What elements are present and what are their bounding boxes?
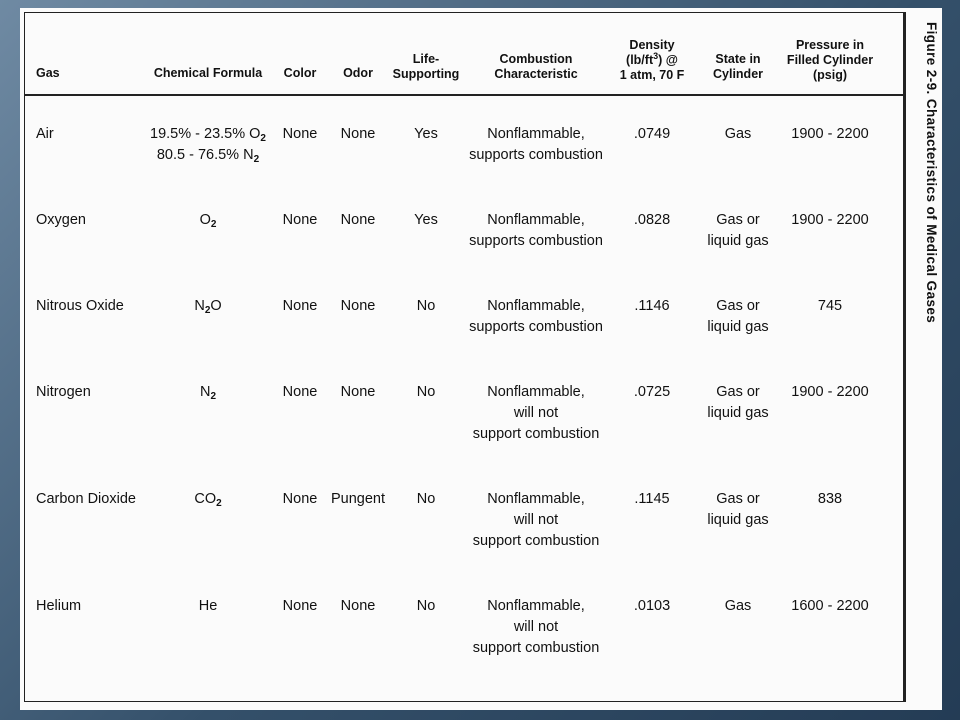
header-gas: Gas [36,66,60,80]
helium-state-line1: Gas [724,598,752,614]
nitrogen-comb-line1: Nonflammable, [487,384,585,400]
row-nitrogen-combustion [473,382,600,445]
header-odor: Odor [343,66,373,80]
row-helium-state [725,596,752,617]
header-pressure [787,38,873,83]
row-nitrogen-density: .0725 [633,384,671,400]
caption-divider [904,12,906,702]
nitrous-state-line1: Gas or [716,298,760,314]
nitrous-formula-subscript: 2 [204,305,211,316]
air-formula-line1: 19.5% - 23.5% O [150,126,261,142]
row-carbon-dioxide-formula [194,489,221,510]
row-nitrogen-odor: None [340,384,376,400]
header-life-line2: Supporting [392,67,460,81]
row-air-density: .0749 [633,126,671,142]
row-oxygen-pressure: 1900 - 2200 [791,212,869,228]
row-oxygen-formula [200,210,217,231]
row-helium-gas: Helium [36,598,82,614]
row-carbon-dioxide-density: .1145 [634,491,670,507]
nitrous-state-line2: liquid gas [707,319,769,335]
co2-state-line1: Gas or [716,491,760,507]
row-air-gas: Air [36,126,54,142]
nitrogen-comb-line3: support combustion [472,426,600,442]
nitrogen-state-line2: liquid gas [707,405,769,421]
header-pressure-line1: Pressure in [795,38,865,52]
air-formula-line2: 80.5 - 76.5% N [156,147,254,163]
header-divider [24,94,904,96]
oxygen-state-line1: Gas or [716,212,760,228]
row-air-odor: None [340,126,376,142]
row-oxygen-life: Yes [414,212,438,228]
helium-comb-line3: support combustion [472,640,600,656]
header-state-line2: Cylinder [712,67,764,81]
row-nitrous-oxide-combustion [469,296,603,338]
row-helium-combustion [473,596,600,659]
row-air-state [725,124,752,145]
header-density-exponent: 3 [653,51,659,61]
nitrogen-formula: N [199,384,211,400]
header-density [620,38,685,83]
header-density-line2 [620,53,685,68]
helium-comb-line2: will not [513,619,559,635]
row-nitrogen-state [707,382,768,424]
air-comb-line2: supports combustion [469,147,603,163]
co2-formula-subscript: 2 [216,498,222,509]
row-nitrogen-gas: Nitrogen [36,384,91,400]
row-air-color: None [282,126,318,142]
row-carbon-dioxide-life: No [416,491,436,507]
row-air-life: Yes [414,126,438,142]
header-pressure-line3: (psig) [812,68,848,82]
header-chemical-formula: Chemical Formula [153,66,263,80]
row-helium-odor: None [340,598,376,614]
air-comb-line1: Nonflammable, [487,126,585,142]
row-helium-life: No [416,598,436,614]
oxygen-formula: O [199,212,211,228]
nitrous-formula-part1: N [194,298,205,314]
table-frame [24,12,904,702]
row-nitrogen-pressure: 1900 - 2200 [791,384,869,400]
header-density-line1: Density [629,38,675,52]
oxygen-state-line2: liquid gas [707,233,769,249]
oxygen-comb-line1: Nonflammable, [487,212,585,228]
oxygen-comb-line2: supports combustion [469,233,603,249]
row-nitrous-oxide-pressure: 745 [817,298,843,314]
row-air-pressure: 1900 - 2200 [791,126,869,142]
row-oxygen-state [707,210,768,252]
co2-comb-line3: support combustion [472,533,600,549]
nitrogen-formula-subscript: 2 [210,391,217,402]
row-air-formula [150,124,266,166]
co2-comb-line1: Nonflammable, [487,491,585,507]
row-carbon-dioxide-color: None [282,491,318,507]
header-pressure-line2: Filled Cylinder [786,53,874,67]
helium-comb-line1: Nonflammable, [487,598,585,614]
header-state [713,52,763,82]
nitrogen-comb-line2: will not [513,405,559,421]
row-nitrogen-life: No [416,384,436,400]
air-formula-line2-subscript: 2 [253,154,260,165]
row-oxygen-odor: None [340,212,376,228]
header-life-supporting [393,52,460,82]
air-formula-line1-subscript: 2 [260,133,266,144]
nitrogen-state-line1: Gas or [716,384,760,400]
nitrous-formula-part2: O [210,298,222,314]
row-carbon-dioxide-state [707,489,768,531]
row-carbon-dioxide-gas: Carbon Dioxide [36,491,136,507]
row-nitrous-oxide-color: None [282,298,318,314]
row-nitrous-oxide-density: .1146 [634,298,670,314]
header-comb-line1: Combustion [499,52,573,66]
oxygen-formula-subscript: 2 [210,219,217,230]
row-nitrous-oxide-odor: None [340,298,376,314]
co2-formula: CO [194,491,217,507]
header-color: Color [283,66,317,80]
row-carbon-dioxide-odor: Pungent [330,491,386,507]
co2-comb-line2: will not [513,512,559,528]
row-carbon-dioxide-pressure: 838 [817,491,843,507]
row-nitrous-oxide-life: No [416,298,436,314]
nitrous-comb-line2: supports combustion [469,319,603,335]
row-carbon-dioxide-combustion [473,489,600,552]
header-density-unit: (lb/ft [626,53,654,67]
row-helium-pressure: 1600 - 2200 [791,598,869,614]
row-oxygen-density: .0828 [633,212,671,228]
row-nitrogen-color: None [282,384,318,400]
co2-state-line2: liquid gas [707,512,769,528]
nitrous-comb-line1: Nonflammable, [487,298,585,314]
header-state-line1: State in [715,52,761,66]
row-oxygen-gas: Oxygen [36,212,86,228]
row-air-combustion [469,124,603,166]
row-helium-formula: He [198,598,218,614]
row-nitrous-oxide-gas: Nitrous Oxide [36,298,124,314]
row-helium-color: None [282,598,318,614]
header-life-line1: Life- [412,52,440,66]
row-oxygen-color: None [282,212,318,228]
document-page [20,8,942,710]
row-nitrous-oxide-state [707,296,768,338]
row-helium-density: .0103 [633,598,671,614]
row-oxygen-combustion [469,210,603,252]
header-density-at: ) @ [658,53,678,67]
header-density-line3: 1 atm, 70 F [619,68,685,82]
figure-caption: Figure 2-9. Characteristics of Medical Gases [924,22,939,324]
air-state-line1: Gas [724,126,752,142]
header-comb-line2: Characteristic [494,67,578,81]
row-nitrous-oxide-formula [194,296,221,317]
row-nitrogen-formula [200,382,216,403]
header-combustion [494,52,577,82]
